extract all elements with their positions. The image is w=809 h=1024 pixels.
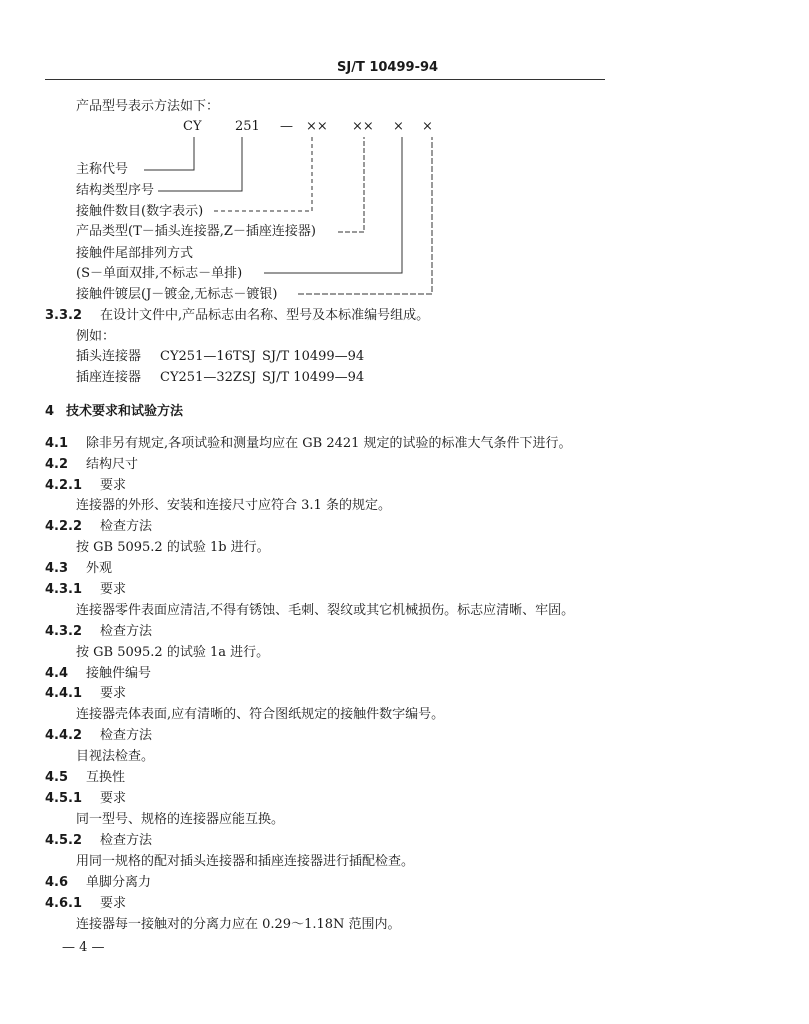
clause-332-text: 在设计文件中,产品标志由名称、型号及本标准编号组成。	[100, 308, 430, 323]
clause-4-2-number: 4.2	[45, 457, 69, 472]
clause-4-5-2-title: 检查方法	[100, 833, 153, 848]
clause-4-2-1-text: 连接器的外形、安装和连接尺寸应符合 3.1 条的规定。	[76, 498, 391, 513]
example-1-name: 插头连接器	[76, 349, 142, 364]
connector-plating	[298, 137, 432, 294]
clause-4-5-title: 互换性	[86, 770, 126, 785]
model-connector-lines	[0, 0, 809, 320]
clause-4-4-1-number: 4.4.1	[45, 686, 83, 701]
clause-4-6-number: 4.6	[45, 875, 69, 890]
clause-4-4-1-title: 要求	[100, 686, 127, 701]
clause-4-4-1-text: 连接器壳体表面,应有清晰的、符合图纸规定的接触件数字编号。	[76, 707, 445, 722]
model-label-main: 主称代号	[76, 162, 129, 177]
clause-4-3-2-number: 4.3.2	[45, 624, 83, 639]
clause-332-number: 3.3.2	[45, 308, 83, 323]
model-part-type: ××	[352, 119, 374, 134]
clause-4-2-2-title: 检查方法	[100, 519, 153, 534]
clause-4-3-number: 4.3	[45, 561, 69, 576]
example-2-model: CY251—32ZSJ	[160, 370, 257, 385]
clause-4-4-title: 接触件编号	[86, 666, 152, 681]
clause-4-2-title: 结构尺寸	[86, 457, 139, 472]
section-4-number: 4	[45, 404, 55, 419]
example-2-name: 插座连接器	[76, 370, 142, 385]
example-2-standard: SJ/T 10499—94	[262, 370, 365, 385]
model-part-plating: ×	[422, 119, 433, 134]
clause-4-5-1-title: 要求	[100, 791, 127, 806]
clause-4-4-2-title: 检查方法	[100, 728, 153, 743]
model-part-cy: CY	[183, 119, 202, 134]
example-label: 例如：	[76, 329, 116, 344]
page-number: — 4 —	[62, 940, 105, 955]
model-label-plating: 接触件镀层(J－镀金,无标志－镀银)	[76, 287, 278, 302]
model-label-arrangement-detail: (S－单面双排,不标志－单排)	[76, 266, 243, 281]
model-label-structure: 结构类型序号	[76, 183, 155, 198]
clause-4-6-title: 单脚分离力	[86, 875, 152, 890]
connector-main	[144, 137, 194, 170]
model-part-251: 251	[235, 119, 260, 134]
model-part-arrangement: ×	[393, 119, 404, 134]
connector-arrangement	[264, 137, 402, 273]
section-4-title: 技术要求和试验方法	[66, 404, 184, 419]
clause-4-2-2-text: 按 GB 5095.2 的试验 1b 进行。	[76, 540, 270, 555]
clause-4-1-text: 除非另有规定,各项试验和测量均应在 GB 2421 规定的试验的标准大气条件下进行。	[86, 436, 572, 451]
clause-4-3-2-title: 检查方法	[100, 624, 153, 639]
clause-4-1-number: 4.1	[45, 436, 69, 451]
clause-4-4-2-number: 4.4.2	[45, 728, 83, 743]
clause-4-3-1-text: 连接器零件表面应清洁,不得有锈蚀、毛刺、裂纹或其它机械损伤。标志应清晰、牢固。	[76, 603, 575, 618]
clause-4-6-1-title: 要求	[100, 896, 127, 911]
model-label-arrangement: 接触件尾部排列方式	[76, 246, 194, 261]
model-label-type: 产品类型(T－插头连接器,Z－插座连接器)	[76, 224, 316, 239]
clause-4-5-2-number: 4.5.2	[45, 833, 83, 848]
clause-4-6-1-text: 连接器每一接触对的分离力应在 0.29～1.18N 范围内。	[76, 917, 401, 932]
clause-4-5-2-text: 用同一规格的配对插头连接器和插座连接器进行插配检查。	[76, 854, 415, 869]
clause-4-6-1-number: 4.6.1	[45, 896, 83, 911]
connector-structure	[158, 137, 242, 191]
model-part-contacts: ××	[306, 119, 328, 134]
clause-4-5-1-text: 同一型号、规格的连接器应能互换。	[76, 812, 285, 827]
clause-4-3-title: 外观	[86, 561, 113, 576]
clause-4-4-2-text: 目视法检查。	[76, 749, 155, 764]
connector-type	[338, 137, 364, 232]
model-label-contacts: 接触件数目(数字表示)	[76, 204, 204, 219]
header-standard-code: SJ/T 10499-94	[337, 60, 439, 75]
clause-4-2-2-number: 4.2.2	[45, 519, 83, 534]
clause-4-5-number: 4.5	[45, 770, 69, 785]
clause-4-4-number: 4.4	[45, 666, 69, 681]
clause-4-2-1-number: 4.2.1	[45, 478, 83, 493]
clause-4-5-1-number: 4.5.1	[45, 791, 83, 806]
model-part-dash: —	[280, 119, 293, 134]
clause-4-3-1-number: 4.3.1	[45, 582, 83, 597]
example-1-model: CY251—16TSJ	[160, 349, 256, 364]
clause-4-3-1-title: 要求	[100, 582, 127, 597]
clause-4-3-2-text: 按 GB 5095.2 的试验 1a 进行。	[76, 645, 270, 660]
clause-4-2-1-title: 要求	[100, 478, 127, 493]
example-1-standard: SJ/T 10499—94	[262, 349, 365, 364]
connector-contacts	[214, 137, 312, 211]
model-intro: 产品型号表示方法如下：	[76, 99, 220, 114]
